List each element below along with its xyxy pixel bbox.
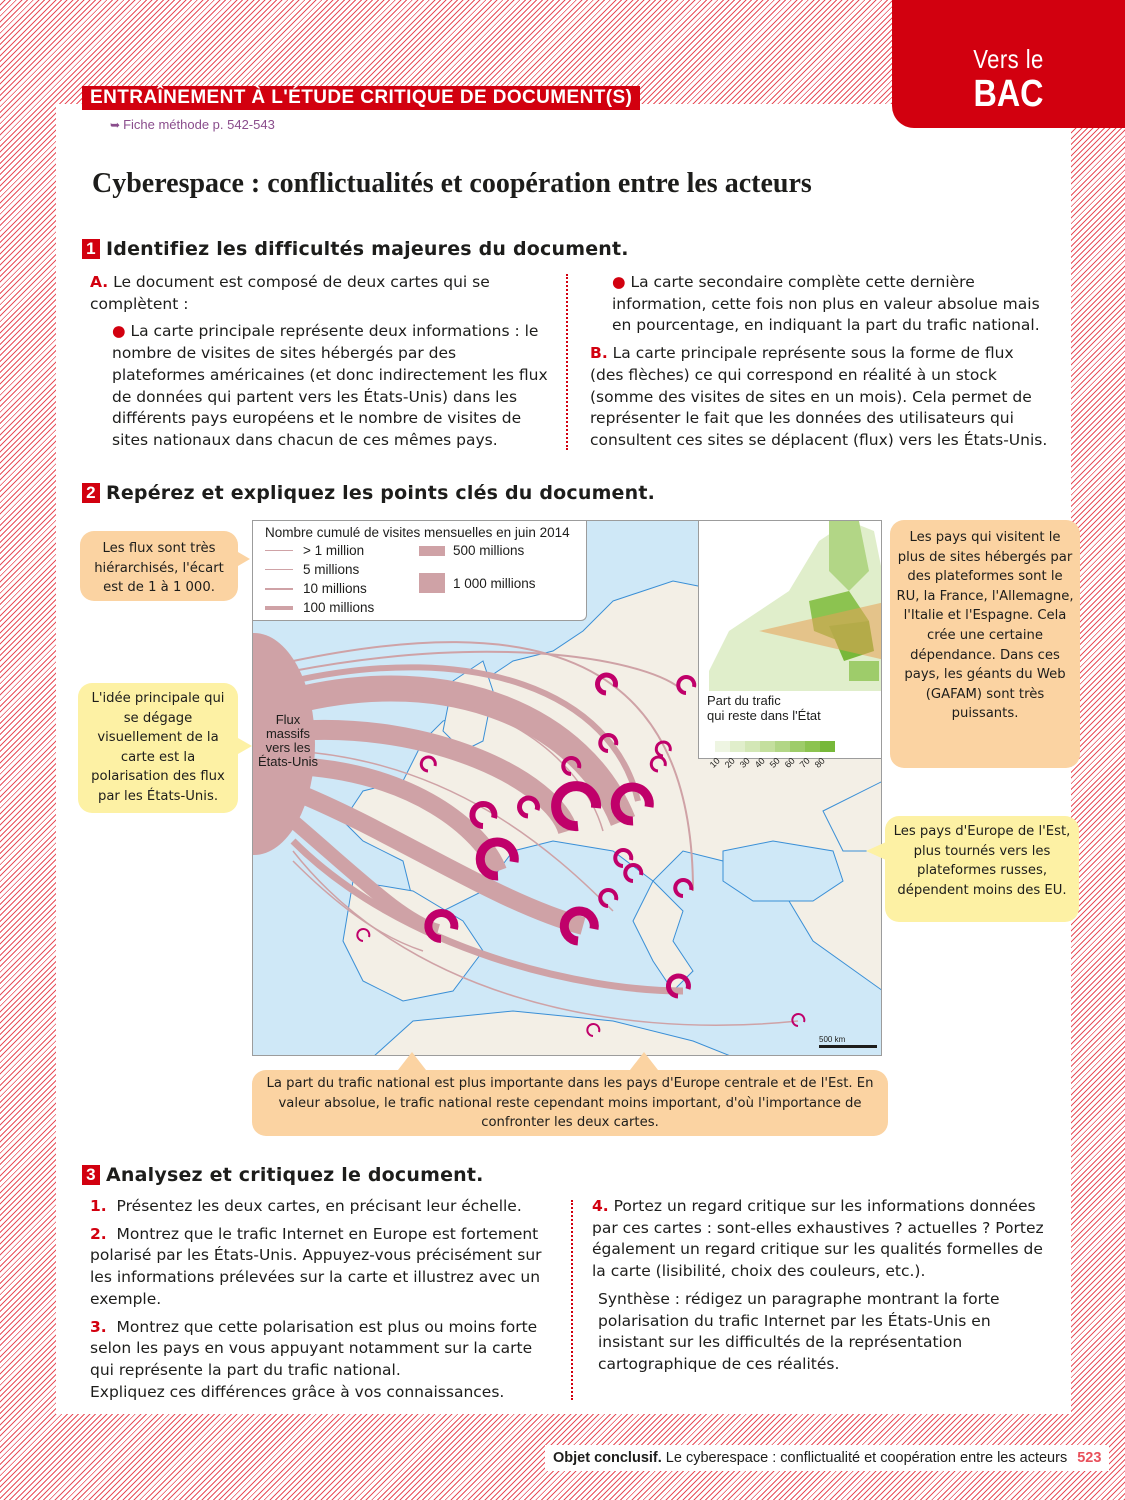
- page-footer: [545, 1445, 1109, 1471]
- line-5m-icon: [265, 569, 293, 570]
- synthese: Synthèse : rédigez un paragraphe montrant la forte polarisation du trafic Internet par les États-Unis en insistant sur les difficultés de la représentation cartographique de ces réalités.: [598, 1289, 1000, 1373]
- callout-hierarchy: Les flux sont très hiérarchisés, l'écart est de 1 à 1 000.: [80, 531, 238, 601]
- scale-swatch: [820, 741, 835, 752]
- section1-heading: [82, 238, 629, 260]
- scale-swatch: [790, 741, 805, 752]
- usa-flow-label: Flux massifs vers les États-Unis: [258, 712, 318, 769]
- section2-heading: [82, 482, 655, 504]
- map-scale-bar: 500 km: [819, 1035, 877, 1048]
- legend-item: 5 millions: [265, 562, 359, 577]
- section1-left-column: [90, 272, 550, 452]
- legend-item: 500 millions: [419, 543, 524, 558]
- section1-title: Identifiez les difficultés majeures du document.: [106, 238, 629, 260]
- footer-text: Le cyberespace : conflictualité et coopération entre les acteurs: [665, 1450, 1068, 1466]
- section3-heading: [82, 1164, 484, 1186]
- footer-label: Objet conclusif.: [553, 1450, 662, 1466]
- scale-swatch: [805, 741, 820, 752]
- callout-pointer: [238, 738, 252, 754]
- legend-item: 10 millions: [265, 581, 367, 596]
- bullet-secondary-map: [590, 272, 1050, 337]
- legend-item: > 1 million: [265, 543, 364, 558]
- tab-line2: BAC: [973, 73, 1044, 115]
- section-number-badge: 2: [82, 483, 100, 503]
- part-a: [90, 272, 550, 315]
- question-2: 2. Montrez que le trafic Internet en Europe est fortement polarisé par les États-Unis. Appuyez-vous précisément sur les informations prélevées sur la carte et illustrez avec un exemple.: [90, 1224, 542, 1308]
- bar-500m-icon: [419, 546, 445, 556]
- line-1m-icon: [265, 550, 293, 551]
- column-divider: [571, 1200, 573, 1400]
- scale-swatch: [760, 741, 775, 752]
- scale-swatch: [715, 741, 730, 752]
- legend-item: 1 000 millions: [419, 573, 536, 593]
- section3-right-column: [592, 1196, 1054, 1376]
- callout-dependency: Les pays qui visitent le plus de sites hébergés par des plateformes sont le RU, la France, l'Allemagne, l'Italie et l'Espagne. Cela crée une certaine dépendance. Dans ces pays, les géants du Web (GAFAM) sont très puissants.: [890, 520, 1080, 768]
- b-text: La carte principale représente sous la forme de flux (des flèches) ce qui correspond en réalité à un stock (somme des visites de sites en un mois). Cela permet de représenter le fait que les données des utilisateurs qui consultent ces sites se déplacent (flux) vers les États-Unis.: [590, 344, 1048, 449]
- bullet-icon: ●: [112, 322, 126, 341]
- question-1: 1. Présentez les deux cartes, en précisant leur échelle.: [90, 1197, 522, 1215]
- section3-left-column: [90, 1196, 550, 1403]
- section2-title: Repérez et expliquez les points clés du document.: [106, 482, 656, 504]
- question-3-followup: Expliquez ces différences grâce à vos connaissances.: [90, 1382, 505, 1401]
- scale-swatch: [745, 741, 760, 752]
- b-label: B.: [590, 344, 608, 363]
- europe-traffic-map: [252, 520, 882, 1056]
- bar-1000m-icon: [419, 573, 445, 593]
- callout-pointer: [398, 1052, 426, 1070]
- hand-pointer-icon: ➥: [110, 118, 121, 132]
- a-label: A.: [90, 273, 109, 291]
- question-4: 4. Portez un regard critique sur les informations données par ces cartes : sont-elles exhaustives ? actuelles ? Portez également un regard critique sur les qualités formelles de la carte (lisibilité, choix des couleurs, etc.).: [592, 1197, 1044, 1281]
- bullet2-text: La carte secondaire complète cette dernière information, cette fois non plus en valeur absolue mais en pourcentage, en indiquant la part du trafic national.: [612, 273, 1040, 335]
- callout-eastern-europe: Les pays d'Europe de l'Est, plus tournés vers les plateformes russes, dépendent moins des EU.: [885, 816, 1079, 922]
- inset-map-artwork: [699, 521, 882, 691]
- legend-item: 100 millions: [265, 600, 374, 615]
- page-title: Cyberespace : conflictualités et coopération entre les acteurs: [92, 168, 812, 199]
- a-text: Le document est composé de deux cartes qui se complètent :: [90, 273, 490, 313]
- bullet-icon: ●: [612, 273, 626, 291]
- scale-swatch: [775, 741, 790, 752]
- line-10m-icon: [265, 588, 293, 590]
- section1-right-column: [590, 272, 1050, 452]
- question-3: 3. Montrez que cette polarisation est plus ou moins forte selon les pays en vous appuyant notamment sur la carte qui représente la part du trafic national.: [90, 1317, 538, 1379]
- line-100m-icon: [265, 606, 293, 610]
- fiche-methode-text: Fiche méthode p. 542-543: [123, 117, 275, 132]
- inset-map-national-share: [698, 521, 882, 770]
- inset-scale-labels: 10 20 30 40 50 60 70 80: [707, 755, 827, 770]
- vers-le-bac-tab: [892, 0, 1125, 128]
- column-divider: [566, 274, 568, 450]
- bullet1-text: La carte principale représente deux informations : le nombre de visites de sites hébergés par des plateformes américaines (et donc indirectement les flux de données qui partent vers les États-Unis) dans les différents pays européens et le nombre de visites de sites nationaux dans chacun de ces mêmes pays.: [112, 322, 548, 449]
- section-banner: ENTRAÎNEMENT À L'ÉTUDE CRITIQUE DE DOCUMENT(S): [82, 86, 640, 110]
- legend-title: Nombre cumulé de visites mensuelles en juin 2014: [265, 525, 570, 540]
- scale-swatch: [730, 741, 745, 752]
- callout-pointer: [238, 552, 250, 566]
- callout-pointer: [866, 842, 886, 860]
- bullet-main-map: [90, 321, 550, 451]
- tab-line1: Vers le: [973, 44, 1044, 74]
- callout-polarisation: L'idée principale qui se dégage visuellement de la carte est la polarisation des flux par les États-Unis.: [78, 683, 238, 813]
- section3-title: Analysez et critiquez le document.: [106, 1164, 484, 1186]
- callout-pointer: [630, 1052, 658, 1070]
- callout-national-share: La part du trafic national est plus importante dans les pays d'Europe centrale et de l'Est. En valeur absolue, le trafic national reste cependant moins important, d'où l'importance de confronter les deux cartes.: [252, 1070, 888, 1136]
- inset-color-scale: [715, 741, 835, 752]
- page-number: 523: [1077, 1450, 1102, 1466]
- inset-caption: Part du trafic qui reste dans l'État: [707, 693, 821, 723]
- part-b: [590, 343, 1050, 452]
- fiche-methode-link[interactable]: [110, 117, 275, 132]
- section-number-badge: 1: [82, 239, 100, 259]
- section-number-badge: 3: [82, 1165, 100, 1185]
- map-legend: [253, 521, 587, 621]
